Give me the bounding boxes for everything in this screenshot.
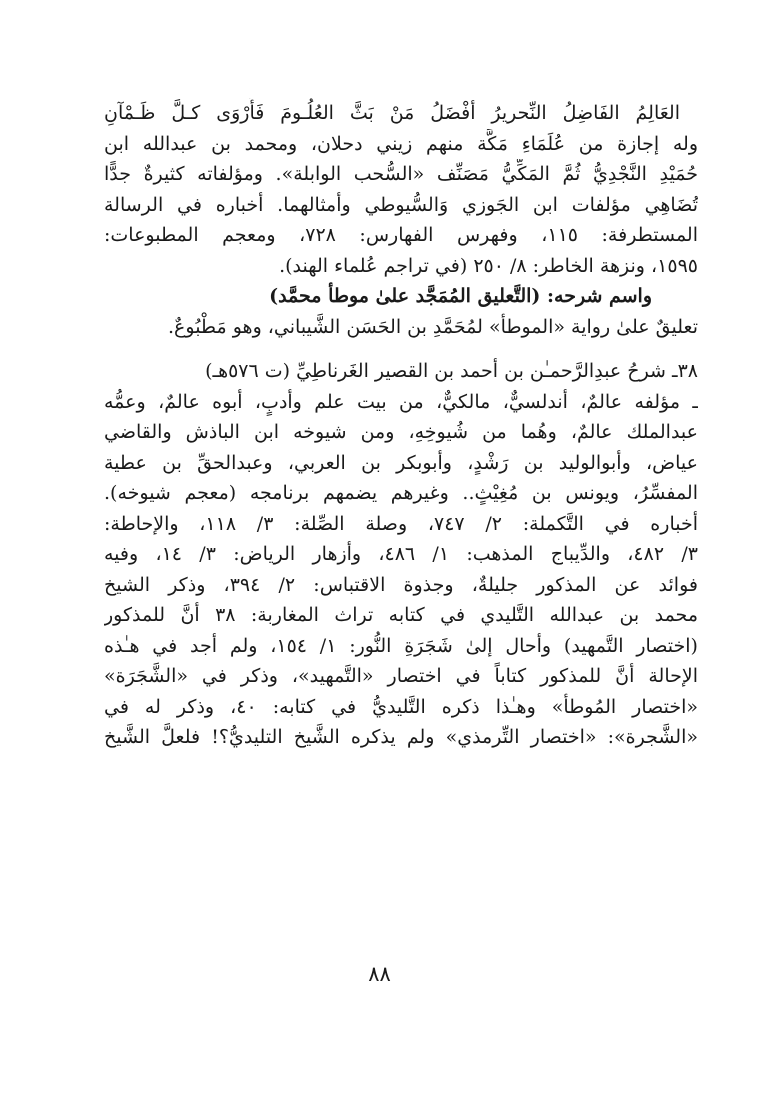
text-line: تعليقٌ علىٰ رواية «الموطأ» لمُحَمَّدِ بن الحَسَن الشَّيباني، وهو مَطْبُوعٌ.	[168, 315, 698, 338]
text-line: محمد بن عبدالله التَّليدي في كتابه تراث المغاربة: ٣٨ أنَّ للمذكور	[104, 604, 698, 626]
page-number: ٨٨	[368, 962, 391, 986]
text-line: المفسِّرُ، ويونس بن مُغِيْثٍ.. وغيرهم يضمهم برنامجه (معجم شيوخه).	[104, 482, 698, 504]
commentary-title-line: واسم شرحه: (التَّعليق المُمَجَّد علىٰ موطأ محمَّد)	[269, 285, 652, 307]
text-line: عياض، وأبوالوليد بن رَشْدٍ، وأبوبكر بن العربي، وعبدالحقِّ بن عطية	[104, 451, 698, 474]
text-line: وله إجازة من عُلَمَاءِ مَكَّة منهم زيني دحلان، ومحمد بن عبدالله ابن	[104, 132, 698, 155]
text-line: ٣/ ٤٨٢، والدِّيباج المذهب: ١/ ٤٨٦، وأزهار الرياض: ٣/ ١٤، وفيه	[104, 543, 698, 565]
text-line: فوائد عن المذكور جليلةٌ، وجذوة الاقتباس: ٢/ ٣٩٤، وذكر الشيخ	[104, 573, 698, 596]
text-line: «الشَّجرة»: «اختصار التِّرمذي» ولم يذكره الشَّيخ التليديُّ؟! فلعلَّ الشَّيخ	[104, 726, 698, 748]
entry-heading: ٣٨ـ شرحُ عبدِالرَّحمـٰن بن أحمد بن القصير الغَرناطِيِّ (ت ٥٧٦هـ)	[205, 360, 698, 382]
text-line: «اختصار المُوطأ» وهـٰذا ذكره التَّليديُّ في كتابه: ٤٠، وذكر له في	[104, 695, 698, 718]
verse-line: العَالِمُ الفَاضِلُ النِّحريرُ أفْضَلُ مَنْ بَثَّ العُلُـومَ فَأَرْوَى كـلَّ ظَـمْآنِ	[104, 102, 680, 124]
text-line: (اختصار التَّمهيد) وأحال إلىٰ شَجَرَةِ النُّور: ١/ ١٥٤، ولم أجد في هـٰذه	[104, 634, 698, 657]
text-line: ١٥٩٥، ونزهة الخاطر: ٨/ ٢٥٠ (في تراجم عُلماء الهند).	[279, 254, 698, 277]
text-line: المستطرفة: ١١٥، وفهرس الفهارس: ٧٢٨، ومعجم المطبوعات:	[104, 224, 698, 246]
text-line: حُمَيْدِ النَّجْدِيُّ ثُمَّ المَكِّيُّ مَصَنِّف «السُّحب الوابلة». ومؤلفاته كثيرةٌ جدًّا	[104, 163, 698, 185]
text-line: أخباره في التَّكملة: ٢/ ٧٤٧، وصلة الصِّلة: ٣/ ١١٨، والإحاطة:	[104, 512, 698, 535]
text-line: الإحالة أنَّ للمذكور كتاباً في اختصار «التَّمهيد»، وذكر في «الشَّجَرَة»	[104, 665, 698, 687]
text-line: تُضَاهِي مؤلفات ابن الجَوزي وَالسُّيوطي وأمثالهما. أخباره في الرسالة	[104, 193, 698, 216]
text-line: ـ مؤلفه عالمٌ، أندلسيٌّ، مالكيٌّ، من بيت علم وأدبٍ، أبوه عالمٌ، وعمُّه	[104, 390, 698, 413]
body-text	[104, 98, 698, 753]
text-line: عبدالملك عالمٌ، وهُما من شُيوخِهِ، ومن شيوخه ابن الباذش والقاضي	[104, 421, 698, 443]
